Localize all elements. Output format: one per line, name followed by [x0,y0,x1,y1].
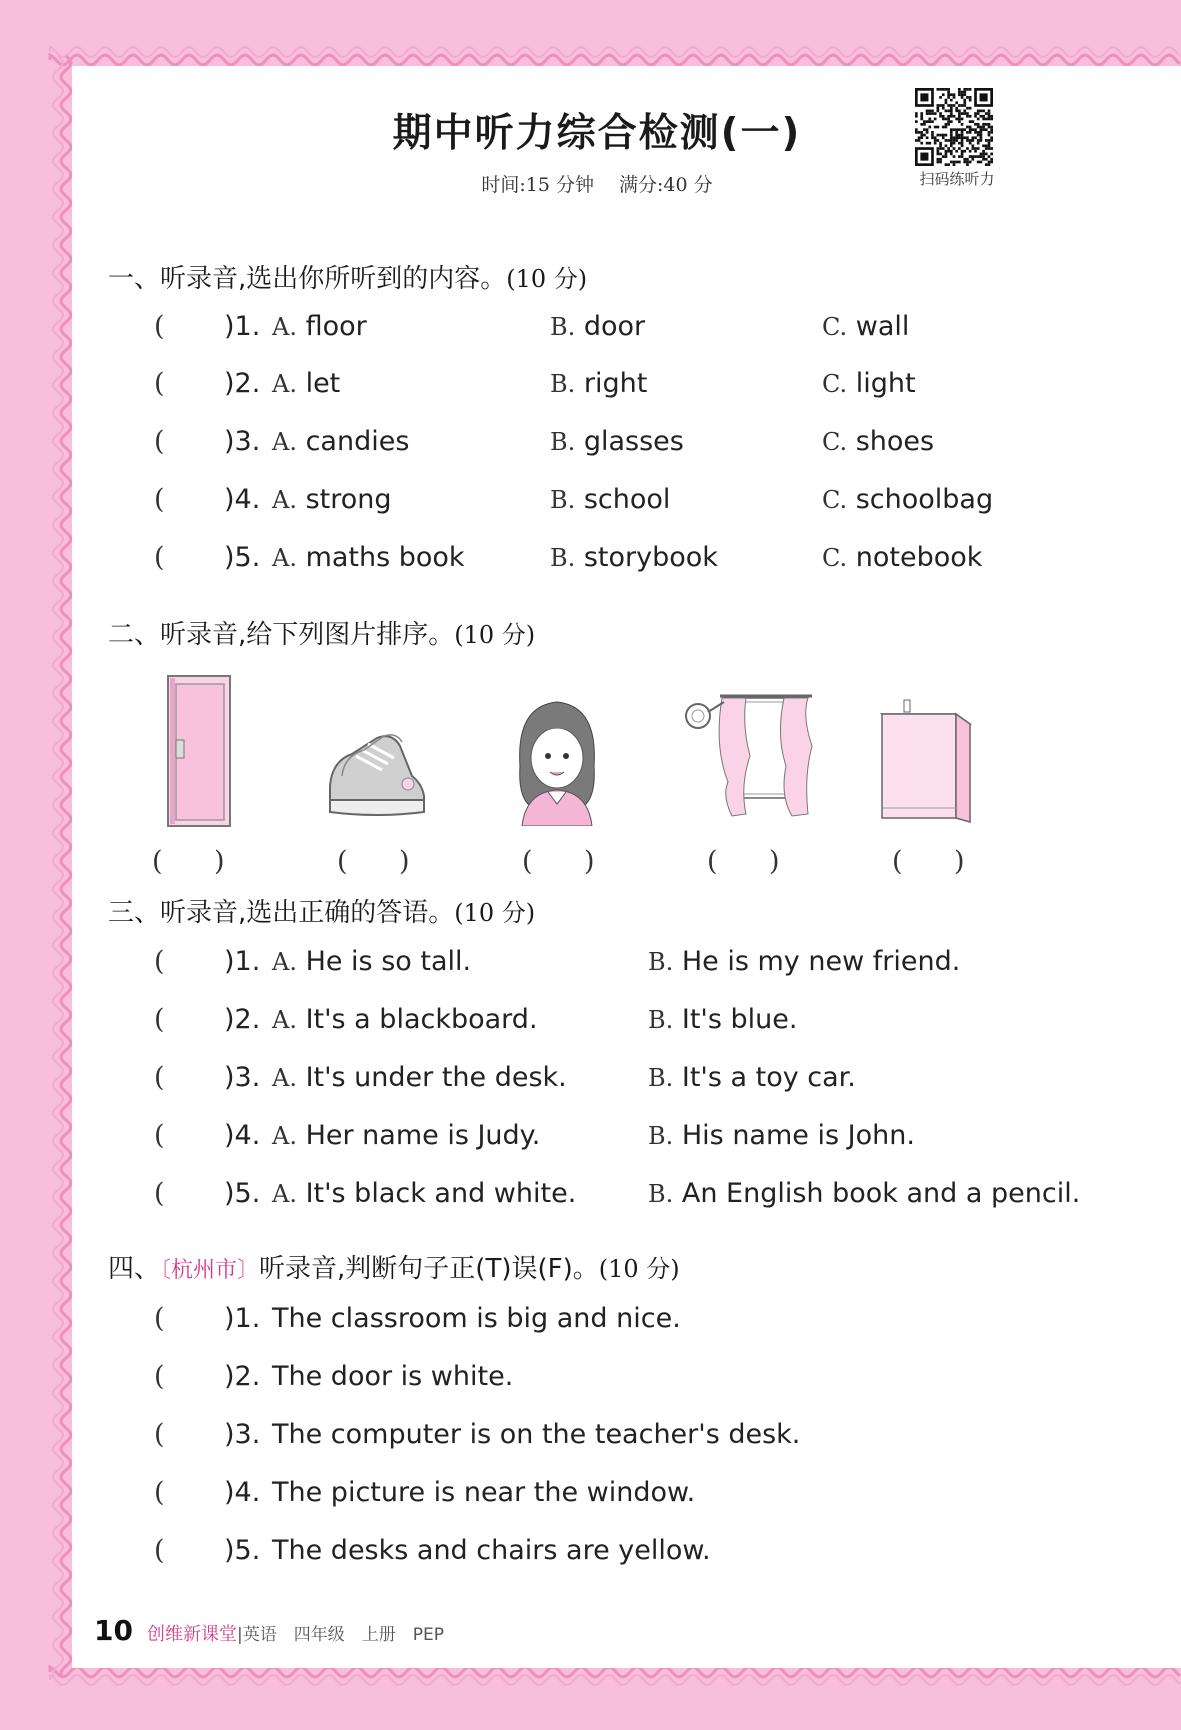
page-number: 10 [94,1614,133,1647]
statement-row [72,1477,1122,1517]
answer-blank[interactable]: ( [154,1062,165,1093]
answer-blank[interactable]: ( [154,484,165,515]
question-number: )4. [224,1477,261,1508]
option-text: let [305,368,341,399]
girl-picture [512,696,602,826]
question-row [72,1178,1122,1218]
answer-blank[interactable]: ( [154,1120,165,1151]
question-number: )2. [224,1361,261,1392]
section4-score: (10 分) [598,1255,680,1283]
option-text: light [855,368,916,399]
question-row [72,1062,1122,1102]
time-score-info: 时间:15 分钟 满分:40 分 [481,174,713,196]
option-text: storybook [583,542,718,573]
option-text: shoes [855,426,935,457]
statement-row [72,1419,1122,1459]
section4-heading [108,1248,680,1285]
answer-blank[interactable]: ( [154,1178,165,1209]
option-b[interactable] [648,1120,915,1151]
option-text: It's under the desk. [305,1062,567,1093]
option-letter: C. [822,428,848,456]
option-letter: A. [272,1180,297,1208]
statement-text: The classroom is big and nice. [272,1303,681,1334]
option-text: strong [305,484,392,515]
answer-blank[interactable]: ( [154,1004,165,1035]
statement-text: The desks and chairs are yellow. [272,1535,711,1566]
option-text: It's black and white. [305,1178,577,1209]
option-letter: B. [550,544,576,572]
option-a[interactable] [272,426,409,457]
option-letter: A. [272,1122,297,1150]
qr-caption: 扫码练听力 [919,170,995,188]
section2-heading [108,614,535,651]
picture-answer-blank[interactable]: ( ) [707,846,780,877]
option-b[interactable] [550,426,684,457]
question-number: )4. [224,484,261,515]
option-b[interactable] [550,368,647,399]
qr-code[interactable] [915,88,993,166]
question-number: )5. [224,1535,261,1566]
option-text: right [583,368,648,399]
option-c[interactable] [822,368,916,399]
answer-blank[interactable]: ( [154,1419,165,1450]
question-number: )1. [224,946,261,977]
option-text: An English book and a pencil. [681,1178,1081,1209]
question-row [72,1120,1122,1160]
option-letter: A. [272,948,297,976]
option-letter: A. [272,1006,297,1034]
option-letter: C. [822,486,848,514]
option-letter: B. [648,1122,674,1150]
question-row [72,426,1122,466]
window-picture [684,686,824,826]
statement-text: The computer is on the teacher's desk. [272,1419,801,1450]
option-text: Her name is Judy. [305,1120,541,1151]
teacher-desk-picture [878,696,978,831]
question-row [72,1004,1122,1044]
answer-blank[interactable]: ( [154,1477,165,1508]
question-number: )3. [224,1062,261,1093]
statement-row [72,1303,1122,1343]
shoes-picture [322,726,432,826]
answer-blank[interactable]: ( [154,1303,165,1334]
statement-text: The picture is near the window. [272,1477,696,1508]
option-b[interactable] [648,1004,797,1035]
option-b[interactable] [550,484,670,515]
option-c[interactable] [822,311,909,342]
option-b[interactable] [550,542,718,573]
option-letter: B. [550,486,576,514]
option-text: school [583,484,671,515]
option-a[interactable] [272,542,465,573]
option-letter: C. [822,313,848,341]
picture-answer-blank[interactable]: ( ) [152,846,225,877]
question-row [72,368,1122,408]
question-row [72,311,1122,351]
section3-title: 三、听录音,选出正确的答语。 [108,898,455,928]
section1-heading [108,258,587,295]
question-number: )3. [224,426,261,457]
option-text: It's a toy car. [681,1062,856,1093]
question-number: )5. [224,542,261,573]
picture-answer-blank[interactable]: ( ) [337,846,410,877]
option-text: wall [855,311,910,342]
section3-score: (10 分) [454,899,536,927]
section1-score: (10 分) [506,265,588,293]
option-letter: A. [272,428,297,456]
worksheet-page [72,66,1181,1668]
answer-blank[interactable]: ( [154,946,165,977]
option-a[interactable] [272,311,367,342]
option-text: notebook [855,542,983,573]
question-number: )2. [224,1004,261,1035]
footer [94,1614,444,1647]
option-a[interactable] [272,1120,540,1151]
section4-title: 听录音,判断句子正(T)误(F)。 [259,1254,599,1284]
option-letter: B. [648,1180,674,1208]
option-letter: B. [550,313,576,341]
door-picture [162,672,242,832]
section2-title: 二、听录音,给下列图片排序。 [108,620,455,650]
section4-prefix: 四、 [108,1254,161,1284]
option-text: He is so tall. [305,946,472,977]
region-tag: 〔杭州市〕 [160,1258,260,1283]
brand-name: 创维新课堂 [146,1624,237,1645]
option-text: It's a blackboard. [305,1004,538,1035]
option-text: schoolbag [855,484,994,515]
question-number: )2. [224,368,261,399]
option-b[interactable] [648,946,960,977]
option-c[interactable] [822,484,993,515]
option-a[interactable] [272,368,340,399]
option-text: His name is John. [681,1120,915,1151]
option-letter: B. [648,1064,674,1092]
answer-blank[interactable]: ( [154,1361,165,1392]
statement-row [72,1535,1122,1575]
option-letter: A. [272,1064,297,1092]
option-letter: C. [822,544,848,572]
section2-score: (10 分) [454,621,536,649]
section3-heading [108,892,535,929]
option-b[interactable] [648,1178,1080,1209]
option-b[interactable] [550,311,645,342]
question-number: )5. [224,1178,261,1209]
answer-blank[interactable]: ( [154,426,165,457]
option-c[interactable] [822,426,934,457]
answer-blank[interactable]: ( [154,311,165,342]
answer-blank[interactable]: ( [154,368,165,399]
option-text: He is my new friend. [681,946,961,977]
picture-answer-blank[interactable]: ( ) [892,846,965,877]
option-text: candies [305,426,410,457]
option-text: floor [305,311,367,342]
option-text: maths book [305,542,465,573]
option-letter: A. [272,544,297,572]
option-text: glasses [583,426,684,457]
option-a[interactable] [272,1178,576,1209]
question-number: )1. [224,1303,261,1334]
option-letter: A. [272,370,297,398]
question-number: )1. [224,311,261,342]
question-row [72,542,1122,582]
page-title: 期中听力综合检测(一) [392,111,802,156]
option-letter: C. [822,370,848,398]
option-letter: A. [272,486,297,514]
option-letter: B. [648,948,674,976]
option-b[interactable] [648,1062,856,1093]
answer-blank[interactable]: ( [154,542,165,573]
option-letter: A. [272,313,297,341]
option-a[interactable] [272,484,392,515]
section1-title: 一、听录音,选出你所听到的内容。 [108,264,507,294]
option-letter: B. [550,428,576,456]
option-text: door [583,311,646,342]
option-a[interactable] [272,1004,538,1035]
option-letter: B. [648,1006,674,1034]
answer-blank[interactable]: ( [154,1535,165,1566]
option-a[interactable] [272,1062,567,1093]
book-info: |英语 四年级 上册 PEP [236,1625,444,1645]
statement-text: The door is white. [272,1361,514,1392]
picture-answer-blank[interactable]: ( ) [522,846,595,877]
option-text: It's blue. [681,1004,798,1035]
question-row [72,484,1122,524]
option-letter: B. [550,370,576,398]
question-number: )4. [224,1120,261,1151]
question-row [72,946,1122,986]
question-number: )3. [224,1419,261,1450]
option-a[interactable] [272,946,471,977]
option-c[interactable] [822,542,982,573]
statement-row [72,1361,1122,1401]
